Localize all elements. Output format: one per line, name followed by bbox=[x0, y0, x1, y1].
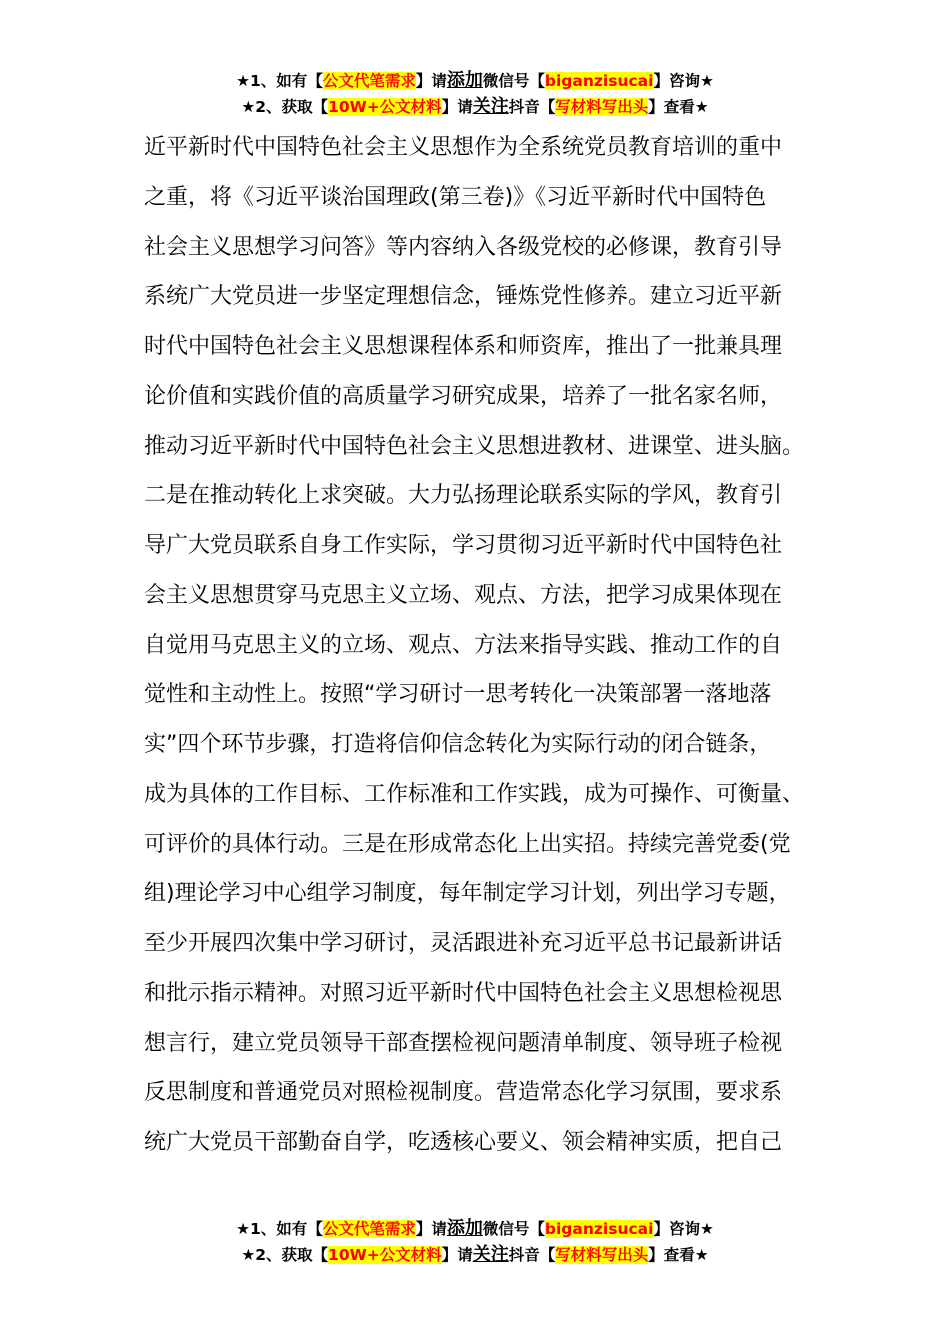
banner-line-1 bbox=[0, 1216, 950, 1242]
body-line: 论价值和实践价值的高质量学习研究成果，培养了一批名家名师， bbox=[144, 383, 783, 409]
douyin-account-highlight: 写材料写出头 bbox=[555, 98, 649, 116]
body-line: 实”四个环节步骤，打造将信仰信念转化为实际行动的闭合链条， bbox=[144, 732, 772, 757]
banner-line-1-bracket-close: 】请 bbox=[415, 1220, 447, 1238]
banner-line-1-suffix: 】咨询★ bbox=[653, 1220, 714, 1238]
add-emphasis: 添加 bbox=[446, 1218, 483, 1239]
banner-line-2 bbox=[0, 94, 950, 120]
body-line: 推动习近平新时代中国特色社会主义思想进教材、进课堂、进头脑。 bbox=[144, 433, 805, 459]
banner-line-2-middle: 抖音 bbox=[508, 98, 540, 116]
body-line: 导广大党员联系自身工作实际，学习贯彻习近平新时代中国特色社 bbox=[144, 533, 783, 558]
banner-line-1-bracket-open-2: 【 bbox=[529, 1220, 545, 1238]
materials-highlight: 10W+公文材料 bbox=[328, 1246, 442, 1264]
follow-emphasis: 关注 bbox=[472, 96, 509, 117]
body-line: 系统广大党员进一步坚定理想信念，锤炼党性修养。建立习近平新 bbox=[144, 284, 783, 310]
service-highlight: 公文代笔需求 bbox=[322, 72, 416, 90]
body-line: 之重，将《习近平谈治国理政(第三卷)》《习近平新时代中国特色 bbox=[144, 184, 767, 210]
banner-line-1-middle: 微信号 bbox=[482, 72, 530, 90]
banner-line-1-bracket-open: 【 bbox=[307, 1220, 323, 1238]
follow-emphasis: 关注 bbox=[472, 1244, 509, 1265]
body-line: 二是在推动转化上求突破。大力弘扬理论联系实际的学风，教育引 bbox=[144, 483, 783, 509]
banner-line-1-bracket-open: 【 bbox=[307, 72, 323, 90]
body-line: 组)理论学习中心组学习制度，每年制定学习计划，列出学习专题， bbox=[144, 881, 791, 907]
banner-line-2-bracket-open-2: 【 bbox=[539, 98, 556, 116]
banner-line-1-prefix: ★1、如有 bbox=[236, 72, 308, 90]
body-line: 时代中国特色社会主义思想课程体系和师资库，推出了一批兼具理 bbox=[144, 334, 783, 359]
body-line: 成为具体的工作目标、工作标准和工作实践，成为可操作、可衡量、 bbox=[144, 781, 805, 807]
body-line: 近平新时代中国特色社会主义思想作为全系统党员教育培训的重中 bbox=[144, 135, 783, 160]
materials-highlight: 10W+公文材料 bbox=[328, 98, 442, 116]
banner-line-2-bracket-open-2: 【 bbox=[539, 1246, 556, 1264]
banner-line-2-bracket-close: 】请 bbox=[441, 1246, 473, 1264]
body-line: 会主义思想贯穿马克思主义立场、观点、方法，把学习成果体现在 bbox=[144, 582, 783, 608]
banner-line-2-bracket-close: 】请 bbox=[441, 98, 473, 116]
banner-line-2-prefix: ★2、获取 bbox=[241, 98, 313, 116]
document-body bbox=[144, 123, 824, 1168]
footer-banner bbox=[0, 1216, 950, 1268]
banner-line-2 bbox=[0, 1242, 950, 1268]
body-line: 想言行，建立党员领导干部查摆检视问题清单制度、领导班子检视 bbox=[144, 1030, 783, 1056]
add-emphasis: 添加 bbox=[446, 70, 483, 91]
banner-line-2-bracket-open: 【 bbox=[312, 1246, 329, 1264]
body-line: 至少开展四次集中学习研讨，灵活跟进补充习近平总书记最新讲话 bbox=[144, 931, 783, 956]
body-line: 和批示指示精神。对照习近平新时代中国特色社会主义思想检视思 bbox=[144, 980, 783, 1006]
body-line: 反思制度和普通党员对照检视制度。营造常态化学习氛围，要求系 bbox=[144, 1080, 783, 1106]
body-line: 觉性和主动性上。按照“学习研讨一思考转化一决策部署一落地落 bbox=[144, 682, 772, 708]
service-highlight: 公文代笔需求 bbox=[322, 1220, 416, 1238]
body-line: 自觉用马克思主义的立场、观点、方法来指导实践、推动工作的自 bbox=[144, 632, 783, 658]
body-line: 社会主义思想学习问答》等内容纳入各级党校的必修课，教育引导 bbox=[144, 234, 783, 260]
banner-line-2-middle: 抖音 bbox=[508, 1246, 540, 1264]
douyin-account-highlight: 写材料写出头 bbox=[555, 1246, 649, 1264]
body-line: 可评价的具体行动。三是在形成常态化上出实招。持续完善党委(党 bbox=[144, 831, 791, 857]
header-banner bbox=[0, 68, 950, 120]
banner-line-1-prefix: ★1、如有 bbox=[236, 1220, 308, 1238]
banner-line-1-bracket-close: 】请 bbox=[415, 72, 447, 90]
banner-line-1 bbox=[0, 68, 950, 94]
body-line: 统广大党员干部勤奋自学，吃透核心要义、领会精神实质，把自己 bbox=[144, 1130, 783, 1155]
banner-line-1-suffix: 】咨询★ bbox=[653, 72, 714, 90]
wechat-id-highlight: biganzisucai bbox=[544, 1220, 654, 1238]
banner-line-2-prefix: ★2、获取 bbox=[241, 1246, 313, 1264]
banner-line-2-bracket-open: 【 bbox=[312, 98, 329, 116]
banner-line-2-suffix: 】查看★ bbox=[648, 1246, 709, 1264]
banner-line-1-bracket-open-2: 【 bbox=[529, 72, 545, 90]
banner-line-2-suffix: 】查看★ bbox=[648, 98, 709, 116]
banner-line-1-middle: 微信号 bbox=[482, 1220, 530, 1238]
wechat-id-highlight: biganzisucai bbox=[544, 72, 654, 90]
